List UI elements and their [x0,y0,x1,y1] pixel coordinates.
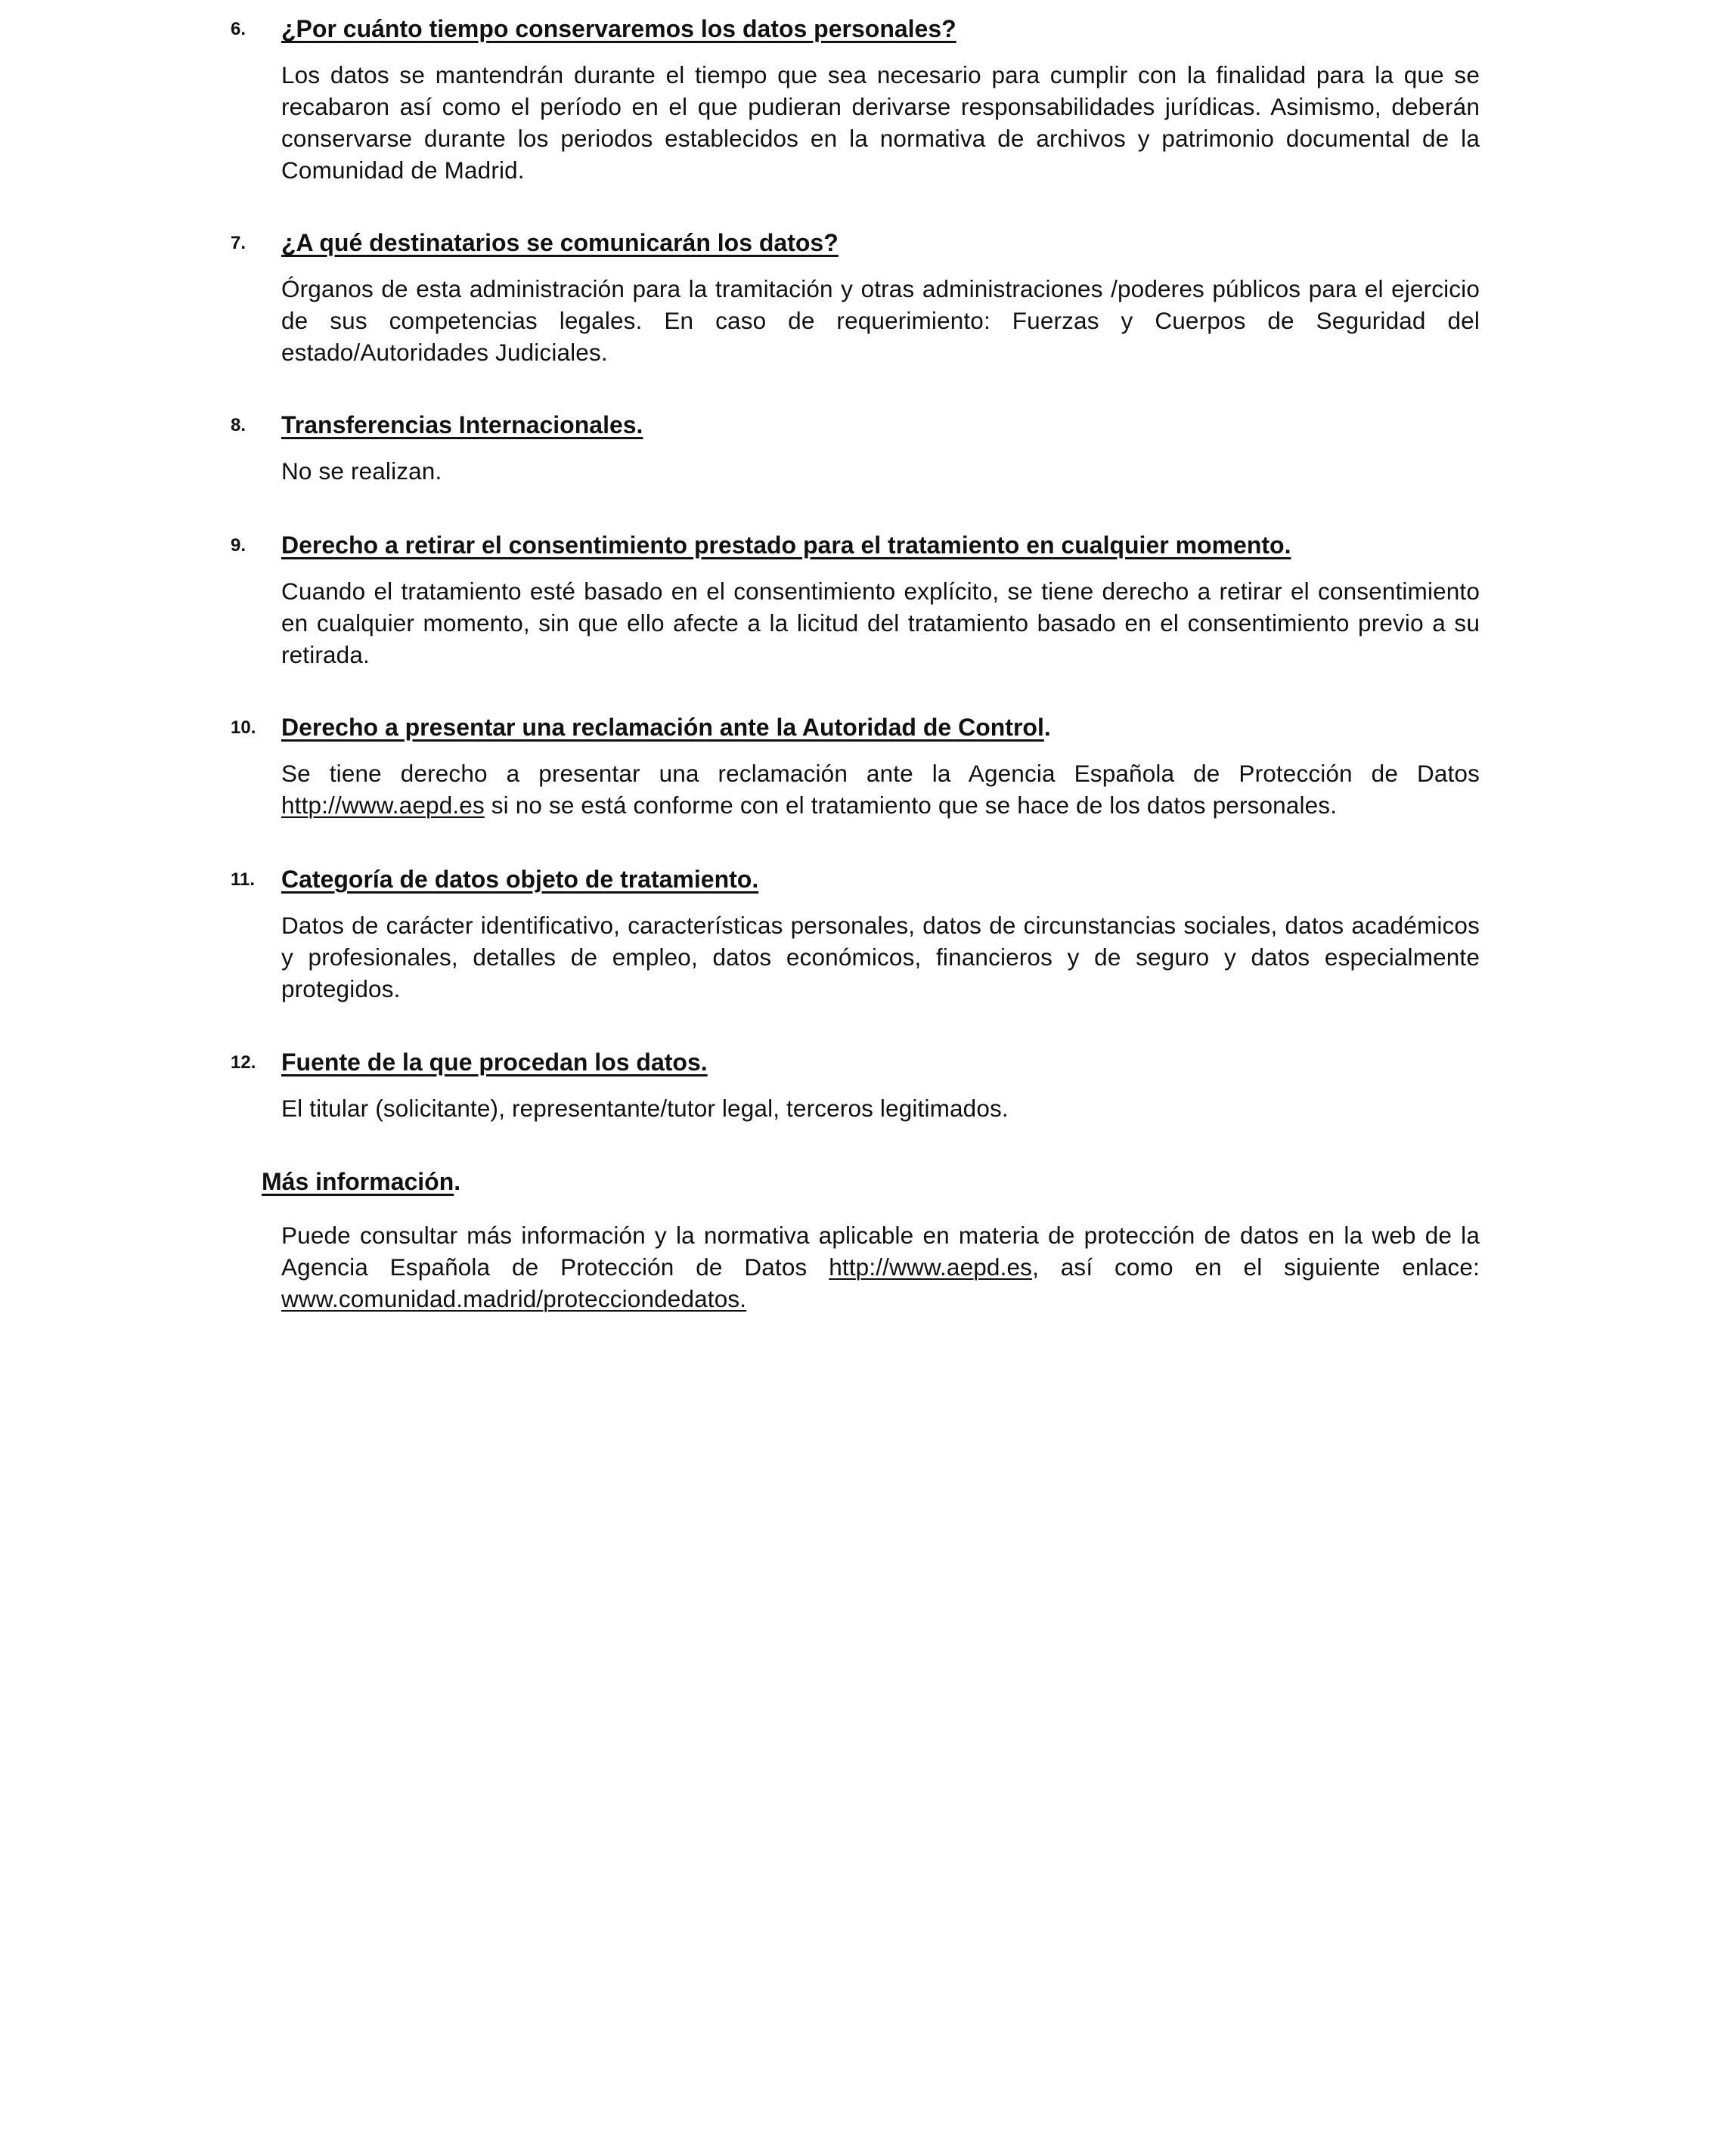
section-number: 9. [231,535,246,556]
section-body [281,757,1480,821]
section-body: Datos de carácter identificativo, características personales, datos de circunstancias sociales, datos académicos y profesionales, detalles de empleo, datos económicos, financieros y de seguro y datos especialmente protegidos. [281,912,1480,1002]
section-body: No se realizan. [281,457,442,485]
comunidad-madrid-link[interactable]: www.comunidad.madrid/protecciondedatos. [281,1285,747,1312]
section-number: 8. [231,415,246,435]
section-body-text-end: si no se está conforme con el tratamiento que se hace de los datos personales. [484,791,1338,819]
section-heading: Categoría de datos objeto de tratamiento. [281,866,759,893]
more-info-heading-text: Más información [262,1168,454,1195]
section-body: Cuando el tratamiento esté basado en el consentimiento explícito, se tiene derecho a retirar el consentimiento en cualquier momento, sin que ello afecte a la licitud del tratamiento basado en el consentimiento previo a su retirada. [281,578,1480,668]
more-info-heading [262,1168,460,1195]
section-heading: Transferencias Internacionales. [281,411,643,438]
section-heading [281,714,1051,741]
section-heading: Derecho a retirar el consentimiento prestado para el tratamiento en cualquier momento. [281,531,1291,559]
section-body: El titular (solicitante), representante/tutor legal, terceros legitimados. [281,1095,1009,1122]
aepd-link[interactable]: http://www.aepd.es [281,791,485,819]
more-info-body-text: Puede consultar más información y la normativa aplicable en materia de protección de datos en la web de la Agencia Española de Protección de Datos [281,1222,1480,1281]
section-body: Órganos de esta administración para la tramitación y otras administraciones /poderes públicos para el ejercicio de sus competencias legales. En caso de requerimiento: Fuerzas y Cuerpos de Seguridad del estado/Autoridades Judiciales. [281,275,1480,366]
aepd-link[interactable]: http://www.aepd.es [829,1253,1033,1281]
section-heading-suffix: . [1043,714,1051,741]
section-number: 11. [231,869,256,890]
section-number: 7. [231,233,246,253]
section-heading-text: Derecho a presentar una reclamación ante la Autoridad de Control [281,714,1044,741]
section-body: Los datos se mantendrán durante el tiempo que sea necesario para cumplir con la finalidad para la que se recabaron así como el período en el que pudieran derivarse responsabilidades jurídicas. Asimismo, deberán conservarse durante los periodos establecidos en la normativa de archivos y patrimonio documental de la Comunidad de Madrid. [281,61,1480,184]
section-number: 12. [231,1052,256,1073]
section-heading: ¿A qué destinatarios se comunicarán los datos? [281,229,839,256]
section-number: 6. [231,19,246,39]
section-number: 10. [231,717,256,738]
section-heading: Fuente de la que procedan los datos. [281,1049,708,1076]
section-heading: ¿Por cuánto tiempo conservaremos los datos personales? [281,15,956,42]
more-info-body-text-mid: , así como en el siguiente enlace: [1032,1253,1480,1281]
more-info-heading-suffix: . [454,1168,461,1195]
section-body-text: Se tiene derecho a presentar una reclamación ante la Agencia Española de Protección de Datos [281,760,1480,787]
more-info-body [281,1219,1480,1315]
